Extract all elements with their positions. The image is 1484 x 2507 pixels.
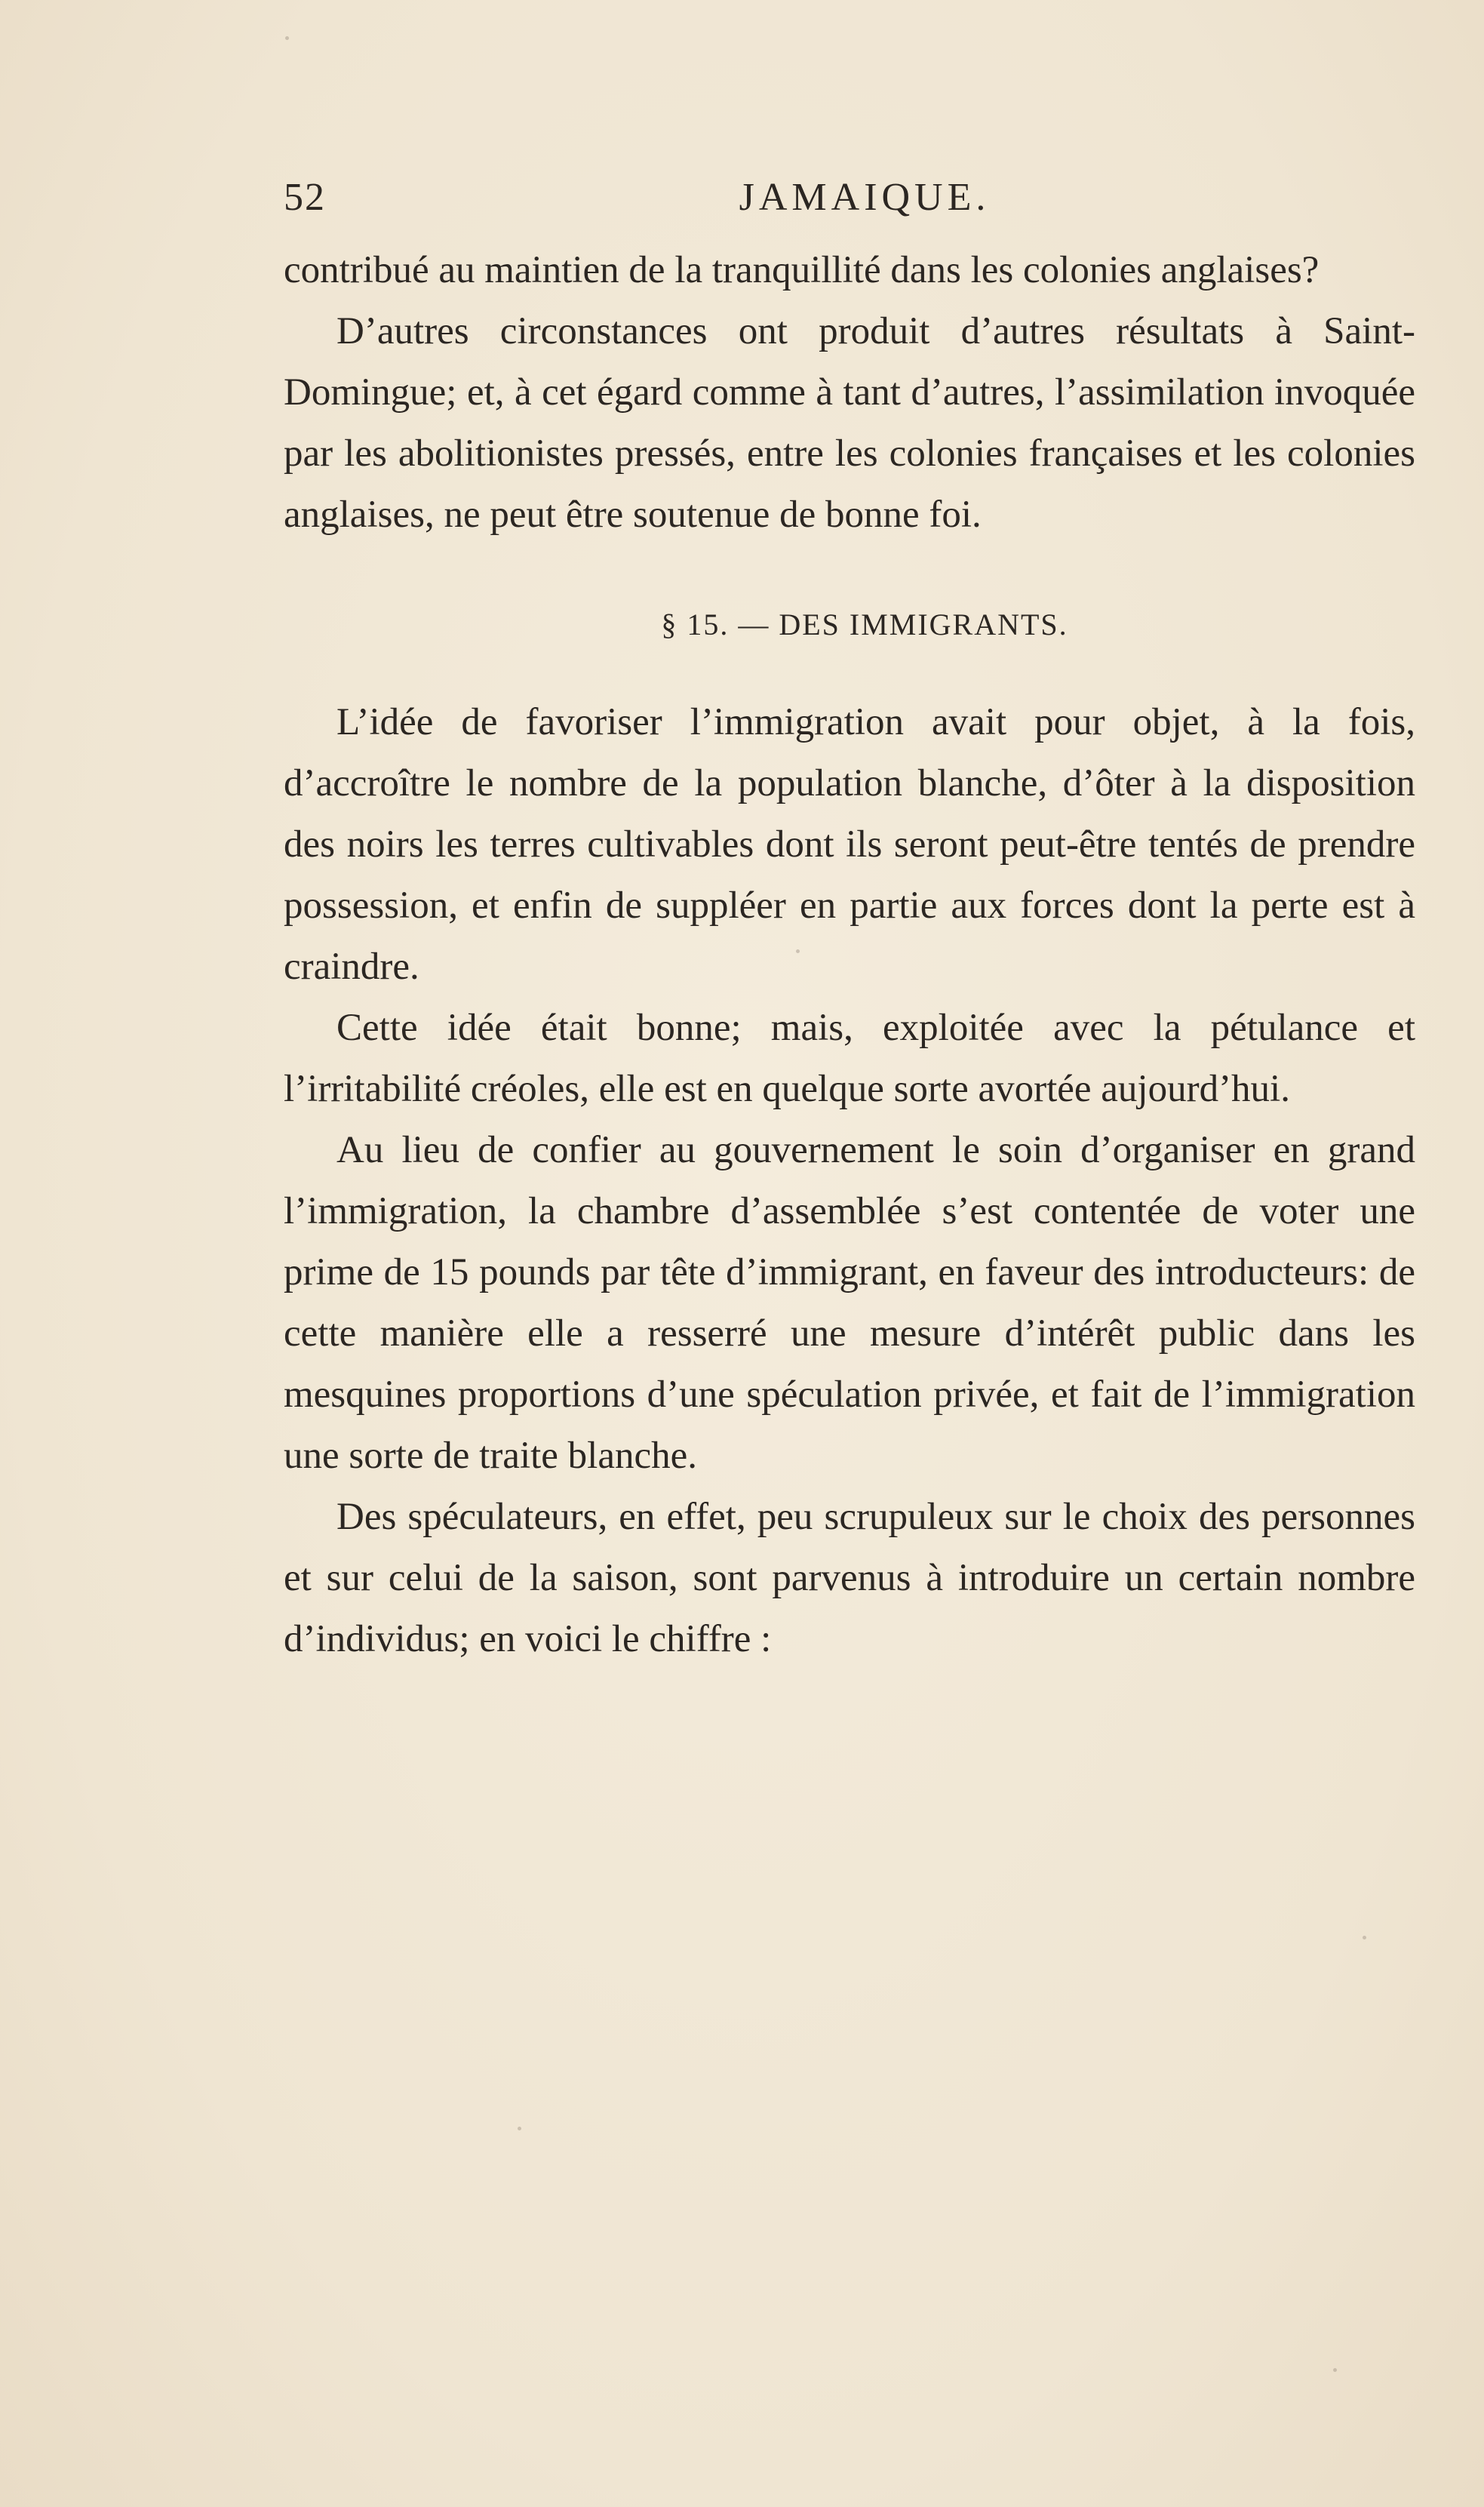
paper-speck — [1333, 2368, 1337, 2372]
page-number: 52 — [284, 176, 326, 219]
paragraph: Cette idée était bonne; mais, exploitée avec la pétulance et l’irritabilité créoles, elle est en quelque sorte avortée aujourd’hui. — [284, 1007, 1415, 1110]
paragraph: L’idée de favoriser l’immigration avait pour objet, à la fois, d’accroître le nombre de la population blanche, d’ôter à la disposition des noirs les terres cultivables dont ils seront peut-être tentés de prendre possession, et enfin de suppléer en partie aux forces dont la perte est à craindre. — [284, 701, 1415, 988]
page-header — [284, 175, 1415, 228]
running-title: JAMAIQUE. — [739, 176, 991, 219]
paper-speck — [1363, 1936, 1366, 1939]
paragraph: Des spéculateurs, en effet, peu scrupuleux sur le choix des personnes et sur celui de la saison, sont parvenus à introduire un certain nombre d’individus; en voici le chiffre : — [284, 1496, 1415, 1660]
page-body — [284, 240, 1415, 1670]
paper-speck — [285, 36, 289, 40]
paragraph: Au lieu de confier au gouvernement le soin d’organiser en grand l’immigration, la chambre d’assemblée s’est contentée de voter une prime de 15 pounds par tête d’immigrant, en faveur des introducteurs: de cette manière elle a resserré une mesure d’intérêt public dans les mesquines proportions d’une spéculation privée, et fait de l’immigration une sorte de traite blanche. — [284, 1129, 1415, 1477]
paragraph: D’autres circonstances ont produit d’autres résultats à Saint-Domingue; et, à cet égard comme à tant d’autres, l’assimilation invoquée par les abolitionistes pressés, entre les colonies françaises et les colonies anglaises, ne peut être soutenue de bonne foi. — [284, 310, 1415, 536]
section-heading: § 15. — DES IMMIGRANTS. — [661, 608, 1068, 641]
paragraph: contribué au maintien de la tranquillité dans les colonies anglaises? — [284, 249, 1320, 291]
paper-speck — [518, 2127, 521, 2130]
